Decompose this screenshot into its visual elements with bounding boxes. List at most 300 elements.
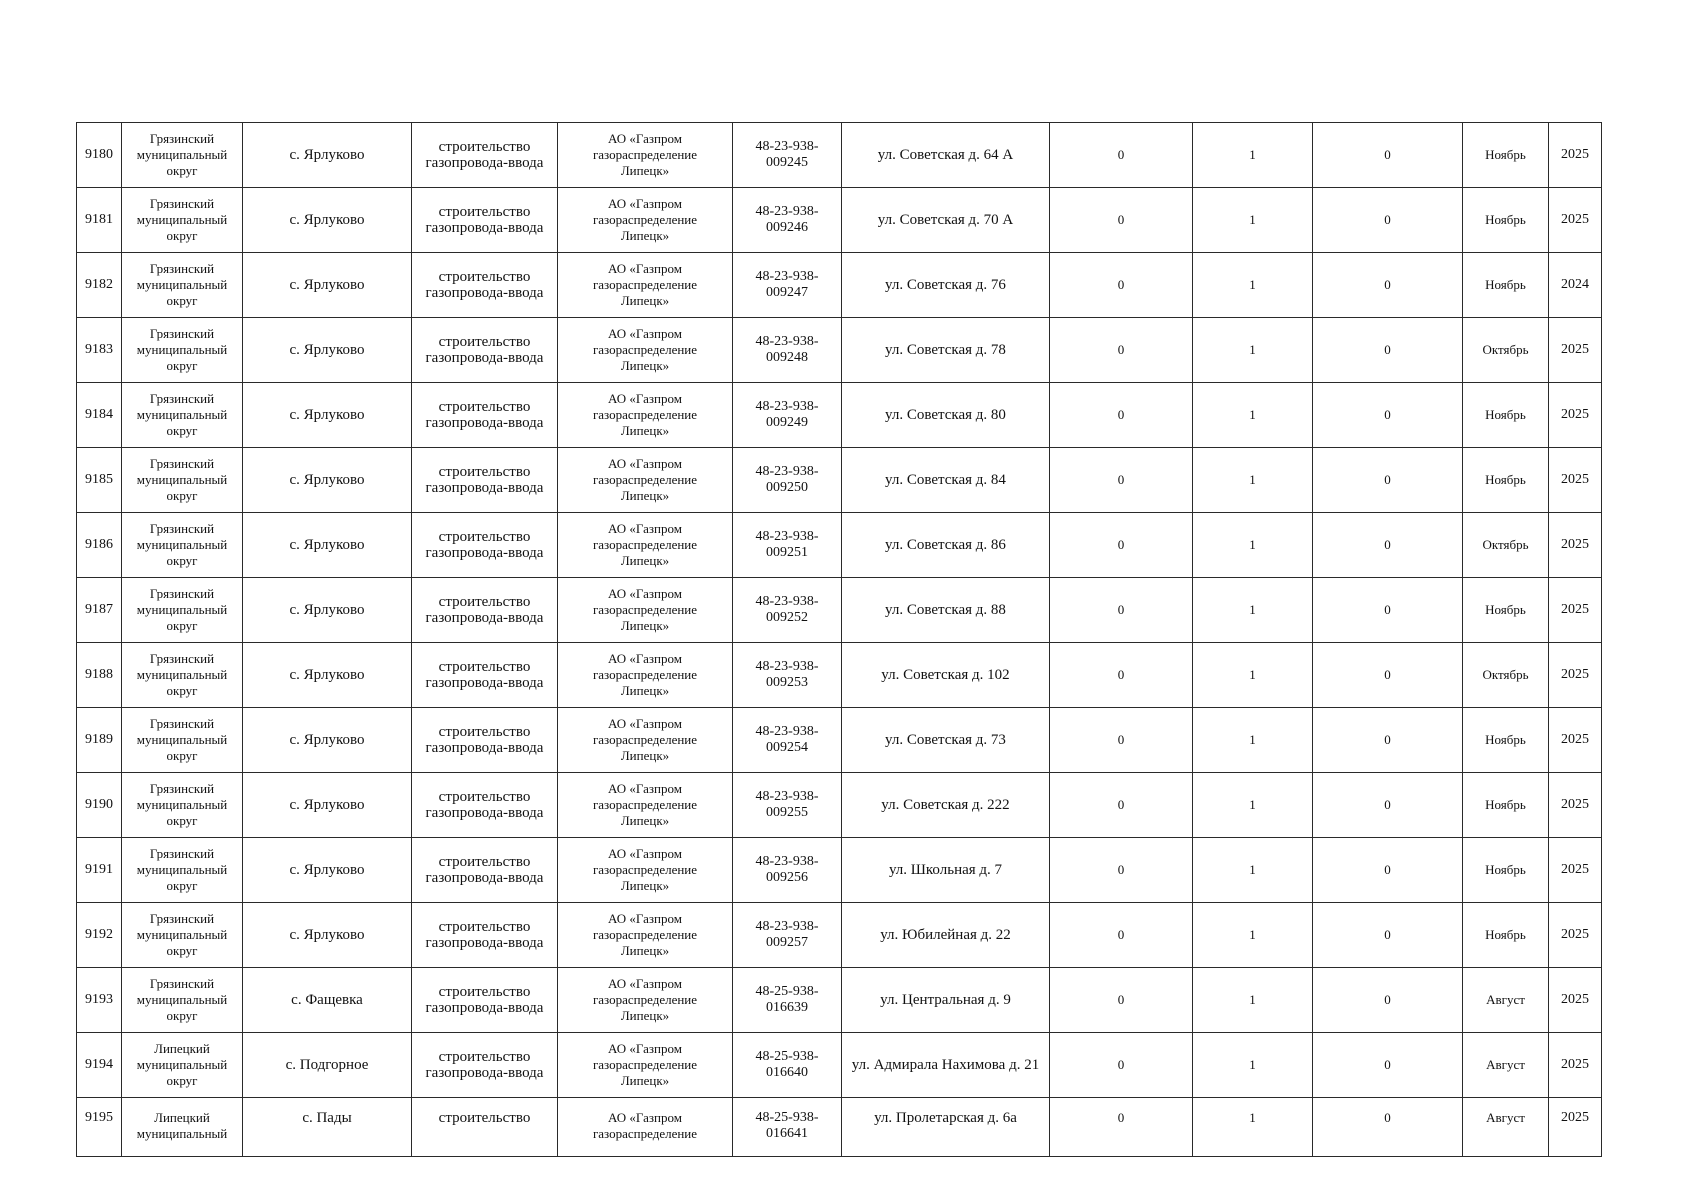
district-cell-line: муниципальный — [136, 992, 228, 1007]
object-code-cell-line: 009255 — [766, 805, 808, 820]
address-cell: ул. Советская д. 222 — [842, 773, 1050, 838]
organization-cell-line: АО «Газпром — [608, 261, 682, 276]
work-type-cell-line: строительство — [438, 1110, 531, 1126]
value-2-cell: 1 — [1193, 318, 1313, 383]
organization-cell-line: Липецк» — [620, 683, 670, 698]
object-code-cell — [733, 318, 842, 383]
organization-cell-line: Липецк» — [620, 748, 670, 763]
organization-cell-line: АО «Газпром — [608, 716, 682, 731]
district-cell-line: муниципальный — [136, 407, 228, 422]
object-code-cell-line: 009253 — [766, 675, 808, 690]
organization-cell — [558, 253, 733, 318]
value-1-cell: 0 — [1050, 903, 1193, 968]
value-1-cell: 0 — [1050, 643, 1193, 708]
work-type-cell — [412, 708, 558, 773]
organization-cell-line: АО «Газпром — [608, 1041, 682, 1056]
object-code-cell — [733, 903, 842, 968]
object-code-cell — [733, 1098, 842, 1157]
district-cell-line: округ — [166, 618, 198, 633]
month-cell: Ноябрь — [1463, 123, 1549, 188]
organization-cell-line: газораспределение — [592, 862, 698, 877]
organization-cell — [558, 903, 733, 968]
year-cell: 2025 — [1549, 968, 1602, 1033]
district-cell — [122, 253, 243, 318]
object-code-cell — [733, 773, 842, 838]
address-cell: ул. Советская д. 70 А — [842, 188, 1050, 253]
object-code-cell-line: 48-23-938- — [755, 659, 819, 674]
organization-cell — [558, 123, 733, 188]
object-code-cell-line: 48-23-938- — [755, 724, 819, 739]
organization-cell-line: АО «Газпром — [608, 391, 682, 406]
settlement-cell: с. Ярлуково — [243, 643, 412, 708]
value-1-cell: 0 — [1050, 1098, 1193, 1157]
value-1-cell: 0 — [1050, 1033, 1193, 1098]
settlement-cell: с. Ярлуково — [243, 253, 412, 318]
object-code-cell-line: 009251 — [766, 545, 808, 560]
address-cell: ул. Советская д. 86 — [842, 513, 1050, 578]
organization-cell — [558, 188, 733, 253]
value-2-cell: 1 — [1193, 383, 1313, 448]
year-cell: 2025 — [1549, 448, 1602, 513]
district-cell-line: Грязинский — [149, 456, 215, 471]
organization-cell — [558, 1033, 733, 1098]
organization-cell-line: Липецк» — [620, 1008, 670, 1023]
value-2-cell: 1 — [1193, 773, 1313, 838]
organization-cell — [558, 968, 733, 1033]
district-cell-line: Грязинский — [149, 716, 215, 731]
table-row — [77, 903, 1602, 968]
organization-cell-line: АО «Газпром — [608, 781, 682, 796]
month-cell: Ноябрь — [1463, 448, 1549, 513]
organization-cell-line: газораспределение — [592, 342, 698, 357]
work-type-cell-line: газопровода-ввода — [425, 740, 544, 756]
district-cell-line: муниципальный — [136, 277, 228, 292]
organization-cell-line: АО «Газпром — [608, 456, 682, 471]
district-cell-line: округ — [166, 878, 198, 893]
organization-cell — [558, 318, 733, 383]
work-type-cell — [412, 188, 558, 253]
object-code-cell-line: 009245 — [766, 155, 808, 170]
work-type-cell — [412, 448, 558, 513]
year-cell: 2025 — [1549, 318, 1602, 383]
row-number-cell: 9182 — [77, 253, 122, 318]
object-code-cell-line: 009247 — [766, 285, 808, 300]
organization-cell-line: газораспределение — [592, 797, 698, 812]
object-code-cell-line: 009249 — [766, 415, 808, 430]
year-cell: 2025 — [1549, 383, 1602, 448]
object-code-cell — [733, 123, 842, 188]
organization-cell-line: Липецк» — [620, 943, 670, 958]
organization-cell-line: Липецк» — [620, 488, 670, 503]
district-cell-line: муниципальный — [136, 602, 228, 617]
district-cell — [122, 188, 243, 253]
table-row — [77, 513, 1602, 578]
organization-cell-line: газораспределение — [592, 407, 698, 422]
work-type-cell-line: строительство — [438, 464, 531, 480]
work-type-cell-line: газопровода-ввода — [425, 285, 544, 301]
work-type-cell-line: строительство — [438, 789, 531, 805]
organization-cell-line: АО «Газпром — [608, 326, 682, 341]
year-cell: 2025 — [1549, 513, 1602, 578]
district-cell — [122, 1098, 243, 1157]
organization-cell-line: газораспределение — [592, 927, 698, 942]
object-code-cell-line: 48-23-938- — [755, 594, 819, 609]
work-type-cell-line: строительство — [438, 139, 531, 155]
settlement-cell: с. Ярлуково — [243, 838, 412, 903]
work-type-cell — [412, 773, 558, 838]
organization-cell — [558, 838, 733, 903]
value-2-cell: 1 — [1193, 188, 1313, 253]
year-cell: 2025 — [1549, 1033, 1602, 1098]
work-type-cell-line: газопровода-ввода — [425, 480, 544, 496]
month-cell: Октябрь — [1463, 513, 1549, 578]
district-cell-line: округ — [166, 553, 198, 568]
value-2-cell: 1 — [1193, 448, 1313, 513]
value-1-cell: 0 — [1050, 383, 1193, 448]
district-cell-line: Грязинский — [149, 911, 215, 926]
object-code-cell — [733, 448, 842, 513]
row-number-cell: 9184 — [77, 383, 122, 448]
row-number-cell: 9195 — [77, 1098, 122, 1157]
value-2-cell: 1 — [1193, 253, 1313, 318]
district-cell-line: округ — [166, 423, 198, 438]
work-type-cell-line: газопровода-ввода — [425, 610, 544, 626]
value-1-cell: 0 — [1050, 578, 1193, 643]
organization-cell-line: Липецк» — [620, 553, 670, 568]
month-cell: Ноябрь — [1463, 773, 1549, 838]
object-code-cell-line: 48-23-938- — [755, 204, 819, 219]
value-2-cell: 1 — [1193, 1098, 1313, 1157]
organization-cell — [558, 448, 733, 513]
work-type-cell-line: газопровода-ввода — [425, 1000, 544, 1016]
organization-cell-line: Липецк» — [620, 293, 670, 308]
work-type-cell-line: строительство — [438, 724, 531, 740]
row-number-cell: 9180 — [77, 123, 122, 188]
organization-cell-line: газораспределение — [592, 537, 698, 552]
object-code-cell-line: 48-23-938- — [755, 919, 819, 934]
value-1-cell: 0 — [1050, 838, 1193, 903]
row-number-cell: 9189 — [77, 708, 122, 773]
organization-cell-line: газораспределение — [592, 1057, 698, 1072]
month-cell: Ноябрь — [1463, 188, 1549, 253]
table-row — [77, 383, 1602, 448]
month-cell: Ноябрь — [1463, 708, 1549, 773]
object-code-cell-line: 009250 — [766, 480, 808, 495]
work-type-cell — [412, 1033, 558, 1098]
work-type-cell-line: газопровода-ввода — [425, 935, 544, 951]
organization-cell — [558, 773, 733, 838]
object-code-cell-line: 009246 — [766, 220, 808, 235]
object-code-cell — [733, 253, 842, 318]
work-type-cell-line: строительство — [438, 529, 531, 545]
object-code-cell-line: 48-23-938- — [755, 529, 819, 544]
district-cell-line: округ — [166, 293, 198, 308]
district-cell-line: Липецкий — [154, 1110, 210, 1125]
work-type-cell — [412, 838, 558, 903]
month-cell: Ноябрь — [1463, 578, 1549, 643]
address-cell: ул. Советская д. 73 — [842, 708, 1050, 773]
organization-cell — [558, 383, 733, 448]
address-cell: ул. Советская д. 64 А — [842, 123, 1050, 188]
organization-cell-line: Липецк» — [620, 358, 670, 373]
work-type-cell-line: газопровода-ввода — [425, 155, 544, 171]
value-3-cell: 0 — [1313, 968, 1463, 1033]
row-number-cell: 9181 — [77, 188, 122, 253]
object-code-cell-line: 009252 — [766, 610, 808, 625]
value-3-cell: 0 — [1313, 578, 1463, 643]
organization-cell-line: газораспределение — [592, 732, 698, 747]
organization-cell-line: АО «Газпром — [608, 911, 682, 926]
year-cell: 2025 — [1549, 773, 1602, 838]
organization-cell — [558, 1098, 733, 1157]
district-cell — [122, 903, 243, 968]
settlement-cell: с. Ярлуково — [243, 383, 412, 448]
address-cell: ул. Советская д. 80 — [842, 383, 1050, 448]
organization-cell-line: АО «Газпром — [608, 196, 682, 211]
value-3-cell: 0 — [1313, 1098, 1463, 1157]
district-cell-line: Грязинский — [149, 586, 215, 601]
year-cell: 2025 — [1549, 643, 1602, 708]
address-cell: ул. Пролетарская д. 6а — [842, 1098, 1050, 1157]
value-3-cell: 0 — [1313, 383, 1463, 448]
address-cell: ул. Юбилейная д. 22 — [842, 903, 1050, 968]
row-number-cell: 9187 — [77, 578, 122, 643]
district-cell-line: муниципальный — [136, 537, 228, 552]
value-3-cell: 0 — [1313, 318, 1463, 383]
work-type-cell-line: строительство — [438, 854, 531, 870]
work-type-cell — [412, 643, 558, 708]
district-cell-line: Грязинский — [149, 131, 215, 146]
organization-cell-line: АО «Газпром — [608, 651, 682, 666]
district-cell-line: округ — [166, 1073, 198, 1088]
address-cell: ул. Советская д. 78 — [842, 318, 1050, 383]
work-type-cell-line: строительство — [438, 334, 531, 350]
organization-cell-line: Липецк» — [620, 228, 670, 243]
district-cell-line: округ — [166, 1008, 198, 1023]
work-type-cell-line: газопровода-ввода — [425, 870, 544, 886]
value-2-cell: 1 — [1193, 968, 1313, 1033]
month-cell: Октябрь — [1463, 318, 1549, 383]
organization-cell-line: газораспределение — [592, 472, 698, 487]
month-cell: Ноябрь — [1463, 383, 1549, 448]
district-cell-line: Липецкий — [154, 1041, 210, 1056]
object-code-cell — [733, 578, 842, 643]
settlement-cell: с. Ярлуково — [243, 708, 412, 773]
district-cell-line: Грязинский — [149, 326, 215, 341]
district-cell-line: муниципальный — [136, 862, 228, 877]
object-code-cell — [733, 1033, 842, 1098]
district-cell-line: округ — [166, 228, 198, 243]
settlement-cell: с. Ярлуково — [243, 773, 412, 838]
value-2-cell: 1 — [1193, 838, 1313, 903]
organization-cell-line: газораспределение — [592, 992, 698, 1007]
district-cell — [122, 643, 243, 708]
object-code-cell-line: 48-23-938- — [755, 789, 819, 804]
value-3-cell: 0 — [1313, 838, 1463, 903]
object-code-cell — [733, 383, 842, 448]
table-row — [77, 773, 1602, 838]
work-type-cell-line: строительство — [438, 984, 531, 1000]
value-3-cell: 0 — [1313, 448, 1463, 513]
year-cell: 2025 — [1549, 708, 1602, 773]
row-number-cell: 9192 — [77, 903, 122, 968]
settlement-cell: с. Ярлуково — [243, 188, 412, 253]
year-cell: 2025 — [1549, 1098, 1602, 1157]
district-cell-line: Грязинский — [149, 976, 215, 991]
district-cell-line: Грязинский — [149, 781, 215, 796]
district-cell-line: округ — [166, 163, 198, 178]
value-3-cell: 0 — [1313, 123, 1463, 188]
year-cell: 2025 — [1549, 578, 1602, 643]
organization-cell-line: Липецк» — [620, 813, 670, 828]
district-cell — [122, 773, 243, 838]
value-2-cell: 1 — [1193, 1033, 1313, 1098]
settlement-cell: с. Ярлуково — [243, 903, 412, 968]
object-code-cell-line: 48-23-938- — [755, 269, 819, 284]
row-number-cell: 9188 — [77, 643, 122, 708]
district-cell-line: муниципальный — [136, 147, 228, 162]
district-cell-line: муниципальный — [136, 667, 228, 682]
organization-cell-line: АО «Газпром — [608, 1110, 682, 1125]
row-number-cell: 9194 — [77, 1033, 122, 1098]
organization-cell — [558, 708, 733, 773]
district-cell — [122, 838, 243, 903]
organization-cell-line: газораспределение — [592, 1126, 698, 1141]
settlement-cell: с. Ярлуково — [243, 318, 412, 383]
object-code-cell-line: 48-25-938- — [755, 1110, 819, 1125]
district-cell — [122, 318, 243, 383]
table-row — [77, 643, 1602, 708]
organization-cell-line: АО «Газпром — [608, 131, 682, 146]
object-code-cell-line: 016640 — [766, 1065, 808, 1080]
table-row — [77, 1033, 1602, 1098]
table-row — [77, 188, 1602, 253]
organization-cell-line: АО «Газпром — [608, 586, 682, 601]
district-cell — [122, 383, 243, 448]
district-cell-line: муниципальный — [136, 342, 228, 357]
value-3-cell: 0 — [1313, 253, 1463, 318]
address-cell: ул. Советская д. 102 — [842, 643, 1050, 708]
work-type-cell-line: газопровода-ввода — [425, 545, 544, 561]
value-1-cell: 0 — [1050, 448, 1193, 513]
month-cell: Август — [1463, 1033, 1549, 1098]
organization-cell-line: АО «Газпром — [608, 846, 682, 861]
object-code-cell-line: 009256 — [766, 870, 808, 885]
value-3-cell: 0 — [1313, 643, 1463, 708]
organization-cell-line: АО «Газпром — [608, 976, 682, 991]
value-3-cell: 0 — [1313, 773, 1463, 838]
value-1-cell: 0 — [1050, 773, 1193, 838]
object-code-cell — [733, 968, 842, 1033]
district-cell-line: округ — [166, 358, 198, 373]
object-code-cell — [733, 188, 842, 253]
value-1-cell: 0 — [1050, 968, 1193, 1033]
table-row — [77, 578, 1602, 643]
row-number-cell: 9191 — [77, 838, 122, 903]
settlement-cell: с. Ярлуково — [243, 448, 412, 513]
district-cell-line: муниципальный — [136, 732, 228, 747]
year-cell: 2025 — [1549, 188, 1602, 253]
object-code-cell — [733, 643, 842, 708]
district-cell — [122, 123, 243, 188]
settlement-cell: с. Пады — [243, 1098, 412, 1157]
district-cell — [122, 578, 243, 643]
organization-cell-line: газораспределение — [592, 212, 698, 227]
district-cell-line: муниципальный — [136, 927, 228, 942]
object-code-cell-line: 48-23-938- — [755, 464, 819, 479]
year-cell: 2025 — [1549, 123, 1602, 188]
organization-cell-line: Липецк» — [620, 163, 670, 178]
work-type-cell — [412, 383, 558, 448]
district-cell-line: округ — [166, 488, 198, 503]
address-cell: ул. Адмирала Нахимова д. 21 — [842, 1033, 1050, 1098]
object-code-cell-line: 016639 — [766, 1000, 808, 1015]
value-2-cell: 1 — [1193, 123, 1313, 188]
table-row — [77, 253, 1602, 318]
object-code-cell-line: 48-25-938- — [755, 1049, 819, 1064]
district-cell — [122, 513, 243, 578]
district-cell-line: муниципальный — [136, 212, 228, 227]
work-type-cell — [412, 903, 558, 968]
district-cell-line: Грязинский — [149, 391, 215, 406]
value-3-cell: 0 — [1313, 1033, 1463, 1098]
object-code-cell-line: 48-23-938- — [755, 334, 819, 349]
district-cell — [122, 968, 243, 1033]
gasification-registry-table — [76, 122, 1602, 1157]
value-1-cell: 0 — [1050, 253, 1193, 318]
address-cell: ул. Школьная д. 7 — [842, 838, 1050, 903]
work-type-cell — [412, 968, 558, 1033]
district-cell-line: муниципальный — [136, 1057, 228, 1072]
work-type-cell-line: газопровода-ввода — [425, 350, 544, 366]
row-number-cell: 9190 — [77, 773, 122, 838]
table-body — [77, 123, 1602, 1157]
district-cell-line: Грязинский — [149, 261, 215, 276]
district-cell-line: муниципальный — [136, 1126, 228, 1141]
district-cell-line: муниципальный — [136, 472, 228, 487]
settlement-cell: с. Ярлуково — [243, 123, 412, 188]
value-1-cell: 0 — [1050, 708, 1193, 773]
object-code-cell-line: 009257 — [766, 935, 808, 950]
district-cell-line: Грязинский — [149, 651, 215, 666]
work-type-cell — [412, 253, 558, 318]
work-type-cell — [412, 513, 558, 578]
object-code-cell-line: 009248 — [766, 350, 808, 365]
value-1-cell: 0 — [1050, 123, 1193, 188]
address-cell: ул. Советская д. 84 — [842, 448, 1050, 513]
organization-cell-line: АО «Газпром — [608, 521, 682, 536]
work-type-cell-line: газопровода-ввода — [425, 805, 544, 821]
work-type-cell-line: газопровода-ввода — [425, 675, 544, 691]
organization-cell — [558, 513, 733, 578]
district-cell-line: муниципальный — [136, 797, 228, 812]
address-cell: ул. Советская д. 88 — [842, 578, 1050, 643]
row-number-cell: 9185 — [77, 448, 122, 513]
month-cell: Август — [1463, 968, 1549, 1033]
organization-cell-line: Липецк» — [620, 1073, 670, 1088]
settlement-cell: с. Ярлуково — [243, 513, 412, 578]
organization-cell — [558, 643, 733, 708]
settlement-cell: с. Подгорное — [243, 1033, 412, 1098]
address-cell: ул. Советская д. 76 — [842, 253, 1050, 318]
district-cell-line: Грязинский — [149, 196, 215, 211]
table-row — [77, 448, 1602, 513]
organization-cell-line: газораспределение — [592, 147, 698, 162]
address-cell: ул. Центральная д. 9 — [842, 968, 1050, 1033]
work-type-cell-line: газопровода-ввода — [425, 1065, 544, 1081]
object-code-cell-line: 48-23-938- — [755, 139, 819, 154]
table-row — [77, 708, 1602, 773]
